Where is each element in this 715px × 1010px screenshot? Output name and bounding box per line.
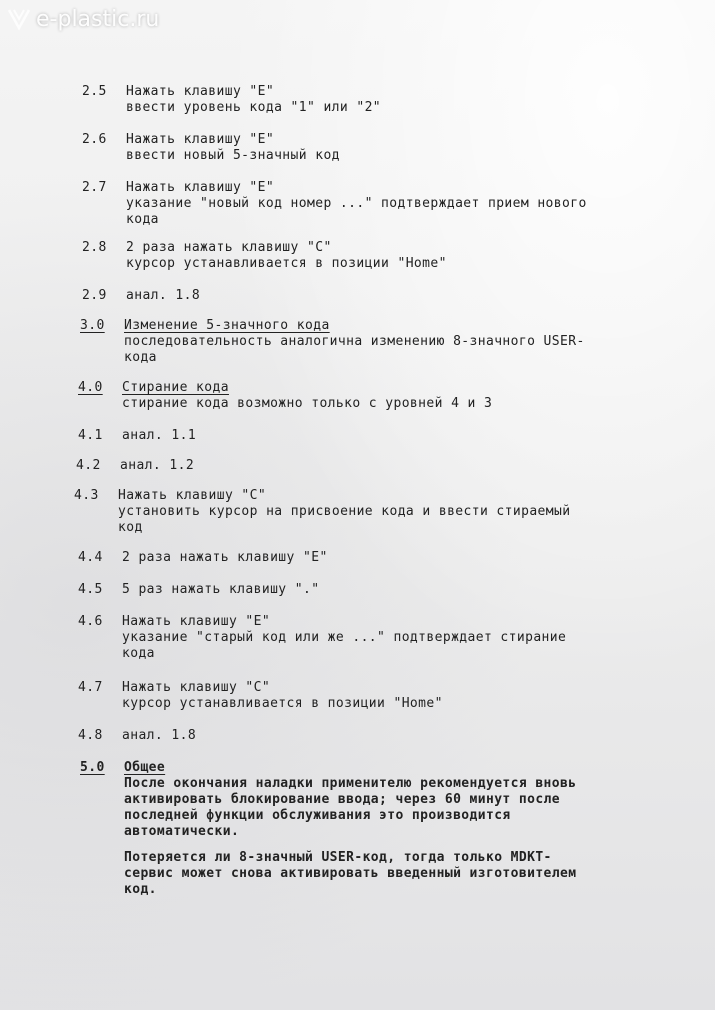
section-heading: Стирание кода [122,380,229,395]
item-line: Нажать клавишу "C" [118,488,267,503]
item-line: Нажать клавишу "C" [122,680,271,695]
item-line: анал. 1.8 [126,288,201,303]
item-line: После окончания наладки применителю рекомендуется вновь [124,776,577,791]
item-number: 4.1 [78,428,103,443]
section-number: 5.0 [80,760,105,775]
site-watermark [6,6,159,32]
item-line: код. [124,882,157,897]
item-line: указание "старый код или же ..." подтверждает стирание [122,630,567,645]
item-line: Нажать клавишу "E" [126,132,275,147]
item-number: 4.7 [78,680,103,695]
item-number: 2.8 [82,240,107,255]
item-number: 2.6 [82,132,107,147]
item-line: Потеряется ли 8-значный USER-код, тогда только MDKT- [124,850,552,865]
item-line: Нажать клавишу "E" [126,180,275,195]
item-number: 4.8 [78,728,103,743]
item-line: установить курсор на присвоение кода и ввести стираемый [118,504,571,519]
item-number: 4.4 [78,550,103,565]
item-number: 4.5 [78,582,103,597]
item-line: последней функции обслуживания это производится [124,808,511,823]
item-line: кода [124,350,157,365]
item-line: 2 раза нажать клавишу "C" [126,240,332,255]
item-line: курсор устанавливается в позиции "Home" [122,696,443,711]
section-number: 3.0 [80,318,105,333]
item-line: Нажать клавишу "E" [122,614,271,629]
item-number: 2.7 [82,180,107,195]
item-number: 4.2 [76,458,101,473]
item-line: сервис может снова активировать введенный изготовителем [124,866,577,881]
watermark-logo-icon [6,6,32,32]
item-line: код [118,520,143,535]
item-line: курсор устанавливается в позиции "Home" [126,256,447,271]
item-line: ввести новый 5-значный код [126,148,340,163]
section-number: 4.0 [78,380,103,395]
item-number: 2.9 [82,288,107,303]
item-line: кода [126,212,159,227]
item-line: 2 раза нажать клавишу "E" [122,550,328,565]
item-line: анал. 1.1 [122,428,197,443]
item-line: последовательность аналогична изменению 8-значного USER- [124,334,585,349]
watermark-text: e-plastic.ru [36,6,160,32]
item-line: стирание кода возможно только с уровней 4 и 3 [122,396,493,411]
item-line: 5 раз нажать клавишу "." [122,582,320,597]
item-line: автоматически. [124,824,240,839]
item-line: активировать блокирование ввода; через 60 минут после [124,792,561,807]
item-line: указание "новый код номер ..." подтверждает прием нового [126,196,587,211]
item-line: кода [122,646,155,661]
item-line: анал. 1.8 [122,728,197,743]
item-number: 4.6 [78,614,103,629]
section-heading: Изменение 5-значного кода [124,318,330,333]
item-number: 4.3 [74,488,99,503]
item-line: анал. 1.2 [120,458,195,473]
item-line: ввести уровень кода "1" или "2" [126,100,382,115]
item-number: 2.5 [82,84,107,99]
item-line: Нажать клавишу "E" [126,84,275,99]
section-heading: Общее [124,760,166,775]
